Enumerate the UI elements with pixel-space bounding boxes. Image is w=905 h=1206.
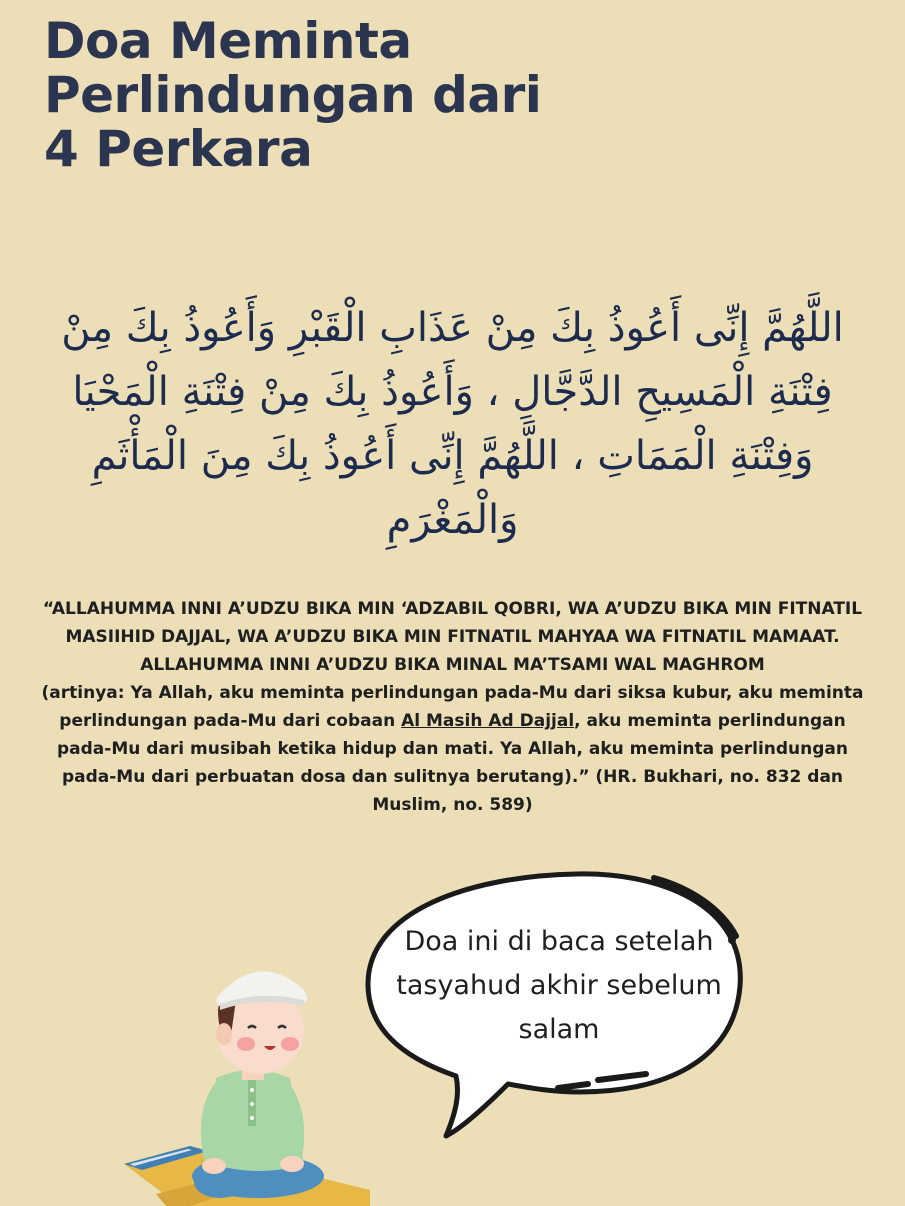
translation-line: (artinya: Ya Allah, aku meminta perlindungan pada-Mu dari siksa kubur, aku meminta	[41, 683, 864, 703]
page-title	[44, 14, 541, 176]
speech-bubble	[362, 866, 757, 1146]
title-line: Doa Meminta	[44, 12, 412, 70]
arabic-line: وَفِتْنَةِ الْمَمَاتِ ، اللَّهُمَّ إِنِّى أَعُوذُ بِكَ مِنَ الْمَأْثَمِ	[91, 433, 814, 479]
transliteration-and-translation	[6, 595, 899, 819]
translation-line: pada-Mu dari musibah ketika hidup dan mati. Ya Allah, aku meminta perlindungan	[56, 739, 849, 759]
bubble-text	[378, 920, 740, 1052]
translation-text: perlindungan pada-Mu dari cobaan	[59, 711, 402, 731]
bubble-line: Doa ini di baca setelah	[404, 926, 714, 957]
bubble-line: salam	[518, 1014, 600, 1045]
al-masih-ad-dajjal-link[interactable]: Al Masih Ad Dajjal	[401, 711, 575, 731]
translation-line	[6, 707, 899, 735]
title-line: Perlindungan dari	[44, 66, 542, 124]
arabic-line: وَالْمَغْرَمِ	[386, 497, 519, 543]
translation-line: Muslim, no. 589)	[372, 795, 533, 815]
arabic-dua-text	[10, 296, 895, 552]
transliteration-line: ALLAHUMMA INNI A’UDZU BIKA MINAL MA’TSAMI WAL MAGHROM	[140, 655, 765, 675]
bubble-line: tasyahud akhir sebelum	[396, 970, 722, 1001]
translation-line: pada-Mu dari perbuatan dosa dan sulitnya berutang).” (HR. Bukhari, no. 832 dan	[61, 767, 844, 787]
transliteration-line: “ALLAHUMMA INNI A’UDZU BIKA MIN ‘ADZABIL QOBRI, WA A’UDZU BIKA MIN FITNATIL	[42, 599, 863, 619]
arabic-line: اللَّهُمَّ إِنِّى أَعُوذُ بِكَ مِنْ عَذَابِ الْقَبْرِ وَأَعُوذُ بِكَ مِنْ	[61, 305, 844, 351]
title-line: 4 Perkara	[44, 120, 313, 178]
praying-boy-illustration	[120, 950, 370, 1206]
transliteration-line: MASIIHID DAJJAL, WA A’UDZU BIKA MIN FITNATIL MAHYAA WA FITNATIL MAMAAT.	[65, 627, 840, 647]
arabic-line: فِتْنَةِ الْمَسِيحِ الدَّجَّالِ ، وَأَعُوذُ بِكَ مِنْ فِتْنَةِ الْمَحْيَا	[72, 369, 833, 415]
translation-text: , aku meminta perlindungan	[574, 711, 846, 731]
